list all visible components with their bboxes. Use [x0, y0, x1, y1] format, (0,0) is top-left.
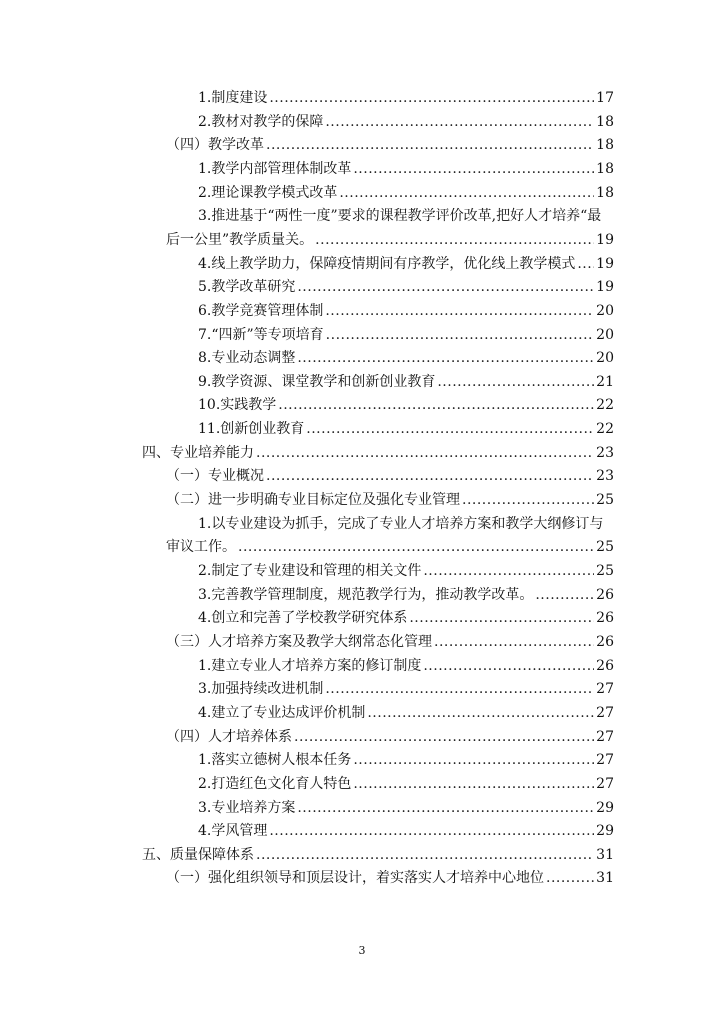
toc-entry[interactable]: [198, 417, 614, 441]
toc-entry[interactable]: [166, 464, 614, 488]
toc-leader-dots: [325, 110, 594, 134]
toc-entry-title: （二）进一步明确专业目标定位及强化专业管理: [166, 492, 460, 508]
toc-entry-title: （一）专业概况: [166, 468, 264, 484]
toc-entry-title: 五、质量保障体系: [142, 847, 254, 863]
toc-leader-dots: [238, 535, 594, 559]
toc-entry-title: 4.线上教学助力，保障疫情期间有序教学，优化线上教学模式: [198, 256, 576, 272]
toc-entry[interactable]: [198, 819, 614, 843]
toc-entry-title: （四）教学改革: [166, 137, 264, 153]
toc-leader-dots: [353, 748, 594, 772]
toc-entry[interactable]: [166, 228, 614, 252]
toc-leader-dots: [297, 796, 594, 820]
toc-entry[interactable]: [198, 701, 614, 725]
toc-entry-title: 10.实践教学: [198, 397, 277, 413]
toc-entry[interactable]: [198, 252, 614, 276]
toc-entry-line[interactable]: 1.以专业建设为抓手，完成了专业人才培养方案和教学大纲修订与: [198, 516, 604, 532]
toc-leader-dots: [256, 441, 594, 465]
toc-entry[interactable]: [166, 866, 614, 890]
toc-entry[interactable]: [166, 535, 614, 559]
toc-entry[interactable]: [198, 323, 614, 347]
toc-leader-dots: [297, 346, 594, 370]
toc-entry-title: 2.打造红色文化育人特色: [198, 776, 352, 792]
toc-entry[interactable]: [198, 796, 614, 820]
toc-leader-dots: [266, 464, 594, 488]
page-number: 3: [358, 944, 366, 957]
toc-entry-title: 4.建立了专业达成评价机制: [198, 705, 366, 721]
toc-entry-page: 26: [596, 634, 614, 650]
toc-entry-title: （一）强化组织领导和顶层设计，着实落实人才培养中心地位: [166, 870, 544, 886]
toc-entry-title: （四）人才培养体系: [166, 729, 292, 745]
toc-entry-title: 审议工作。: [166, 539, 236, 555]
toc-entry-page: 26: [596, 610, 614, 626]
toc-entry[interactable]: [198, 677, 614, 701]
toc-leader-dots: [269, 86, 594, 110]
toc-entry-title: 2.教材对教学的保障: [198, 114, 324, 130]
toc-leader-dots: [306, 417, 594, 441]
toc-entry-page: 31: [596, 870, 614, 886]
toc-entry-page: 27: [596, 681, 614, 697]
toc-entry[interactable]: [198, 157, 614, 181]
toc-entry-page: 22: [596, 421, 614, 437]
toc-entry-title: 2.理论课教学模式改革: [198, 185, 338, 201]
toc-entry-title: 11.创新创业教育: [198, 421, 305, 437]
toc-leader-dots: [325, 299, 594, 323]
toc-entry-page: 26: [596, 587, 614, 603]
toc-leader-dots: [434, 630, 594, 654]
toc-leader-dots: [294, 725, 594, 749]
toc-entry-page: 19: [596, 232, 614, 248]
toc-entry[interactable]: [198, 748, 614, 772]
toc-entry-page: 27: [596, 752, 614, 768]
toc-entry-page: 25: [596, 539, 614, 555]
toc-entry[interactable]: [198, 583, 614, 607]
toc-leader-dots: [423, 654, 594, 678]
toc-entry-title: 1.建立专业人才培养方案的修订制度: [198, 658, 422, 674]
toc-entry-title: 7.“四新”等专项培育: [198, 327, 324, 343]
toc-entry-page: 18: [596, 137, 614, 153]
toc-entry-page: 20: [596, 303, 614, 319]
toc-leader-dots: [437, 370, 594, 394]
toc-entry-page: 27: [596, 729, 614, 745]
toc-leader-dots: [315, 228, 594, 252]
toc-entry[interactable]: [198, 654, 614, 678]
toc-entry-title: 3.专业培养方案: [198, 800, 296, 816]
toc-entry-title: 1.落实立德树人根本任务: [198, 752, 352, 768]
toc-entry-title: 1.制度建设: [198, 90, 268, 106]
toc-entry-title: 5.教学改革研究: [198, 279, 296, 295]
toc-leader-dots: [353, 157, 594, 181]
toc-entry-page: 27: [596, 776, 614, 792]
toc-entry-page: 23: [596, 445, 614, 461]
toc-entry-title: 8.专业动态调整: [198, 350, 296, 366]
toc-entry-title: （三）人才培养方案及教学大纲常态化管理: [166, 634, 432, 650]
toc-leader-dots: [546, 866, 594, 890]
toc-entry-page: 26: [596, 658, 614, 674]
toc-entry[interactable]: [198, 606, 614, 630]
toc-entry-title: 2.制定了专业建设和管理的相关文件: [198, 563, 422, 579]
toc-entry-page: 18: [596, 114, 614, 130]
toc-entry[interactable]: [198, 346, 614, 370]
toc-leader-dots: [339, 181, 594, 205]
toc-entry-page: 27: [596, 705, 614, 721]
toc-leader-dots: [367, 701, 594, 725]
toc-leader-dots: [577, 252, 594, 276]
toc-leader-dots: [325, 677, 594, 701]
toc-entry-page: 18: [596, 185, 614, 201]
toc-entry-title: 3.完善教学管理制度，规范教学行为，推动教学改革。: [198, 587, 534, 603]
toc-leader-dots: [462, 488, 594, 512]
toc-entry[interactable]: [198, 299, 614, 323]
toc-entry-page: 29: [596, 823, 614, 839]
toc-leader-dots: [297, 275, 594, 299]
toc-entry-title: 3.加强持续改进机制: [198, 681, 324, 697]
toc-entry-page: 31: [596, 847, 614, 863]
toc-entry-page: 19: [596, 256, 614, 272]
toc-entry-title: 后一公里”教学质量关。: [166, 232, 314, 248]
toc-entry-page: 25: [596, 563, 614, 579]
toc-entry[interactable]: [166, 488, 614, 512]
toc-entry-title: 9.教学资源、课堂教学和创新创业教育: [198, 374, 436, 390]
toc-entry-page: 19: [596, 279, 614, 295]
toc-entry-page: 17: [596, 90, 614, 106]
toc-leader-dots: [269, 819, 594, 843]
toc-leader-dots: [256, 843, 594, 867]
toc-entry-title: 1.教学内部管理体制改革: [198, 161, 352, 177]
toc-leader-dots: [535, 583, 594, 607]
toc-entry-page: 25: [596, 492, 614, 508]
toc-leader-dots: [353, 772, 594, 796]
toc-entry-page: 20: [596, 350, 614, 366]
toc-entry-page: 23: [596, 468, 614, 484]
toc-leader-dots: [278, 393, 594, 417]
toc-entry-line[interactable]: 3.推进基于“两性一度”要求的课程教学评价改革,把好人才培养“最: [198, 208, 602, 224]
toc-leader-dots: [423, 559, 594, 583]
toc-entry-title: 6.教学竞赛管理体制: [198, 303, 324, 319]
toc-entry-page: 21: [596, 374, 614, 390]
toc-entry[interactable]: [198, 559, 614, 583]
toc-entry-page: 18: [596, 161, 614, 177]
toc-entry[interactable]: [166, 725, 614, 749]
toc-entry[interactable]: [198, 772, 614, 796]
toc-entry-page: 20: [596, 327, 614, 343]
toc-entry-title: 4.创立和完善了学校教学研究体系: [198, 610, 408, 626]
toc-entry[interactable]: [166, 133, 614, 157]
toc-entry[interactable]: [198, 393, 614, 417]
toc-entry[interactable]: [166, 630, 614, 654]
toc-leader-dots: [326, 323, 595, 347]
toc-entry-title: 4.学风管理: [198, 823, 268, 839]
toc-entry-page: 22: [596, 397, 614, 413]
toc-entry[interactable]: [198, 370, 614, 394]
toc-entry-page: 29: [596, 800, 614, 816]
toc-entry[interactable]: [142, 843, 614, 867]
toc-entry[interactable]: [198, 86, 614, 110]
toc-entry[interactable]: [198, 275, 614, 299]
toc-entry[interactable]: [198, 110, 614, 134]
toc-entry[interactable]: [142, 441, 614, 465]
toc-leader-dots: [409, 606, 594, 630]
toc-entry-title: 四、专业培养能力: [142, 445, 254, 461]
toc-entry[interactable]: [198, 181, 614, 205]
toc-leader-dots: [266, 133, 594, 157]
